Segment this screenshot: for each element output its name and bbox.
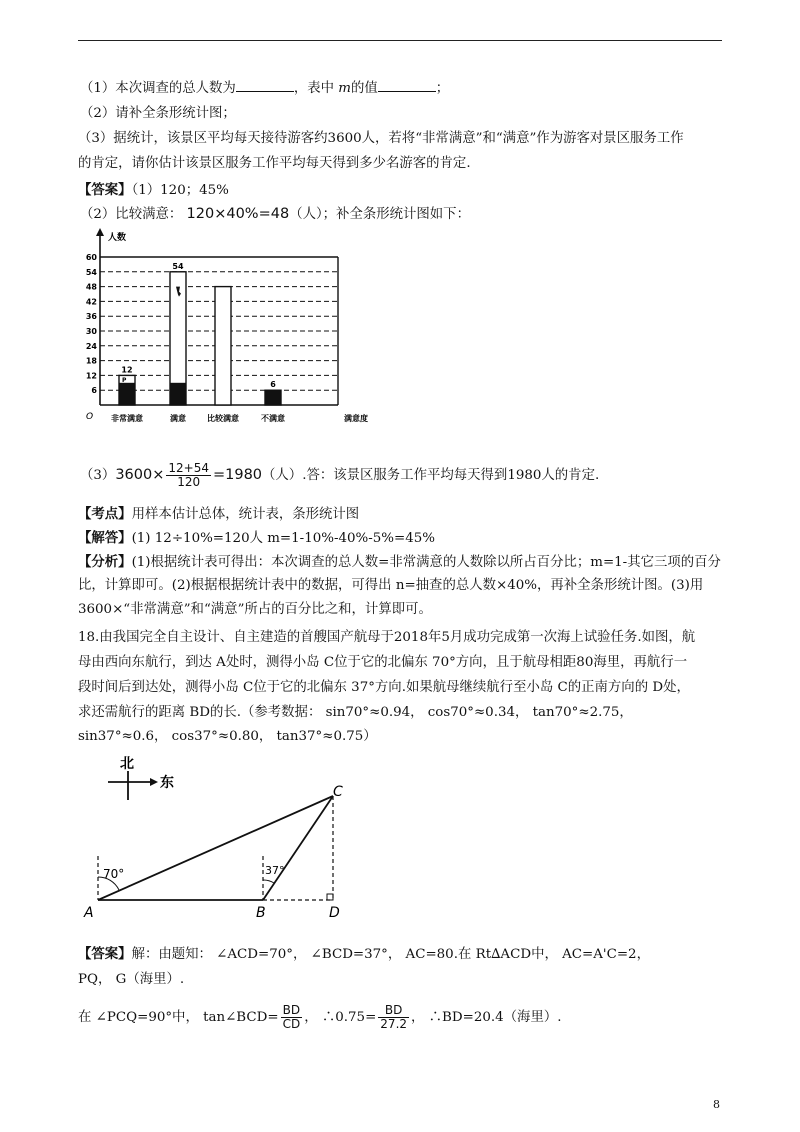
y-tick-label: 42 xyxy=(85,297,97,307)
point-b-label: B xyxy=(256,905,266,921)
q17-part2: （2）请补全条形统计图； xyxy=(80,106,236,121)
q18-answer-1: 【答案】解：由题知： ∠ACD=70°， ∠BCD=37°， AC=80.在 Rt∆ACD中， AC=A'C=2， xyxy=(78,946,650,962)
q17-kaodian: 【考点】用样本估计总体，统计表，条形统计图 xyxy=(78,506,360,522)
q17-fenxi-3: 3600×“非常满意”和“满意”所占的百分比之和，计算即可。 xyxy=(78,602,432,617)
q18-line1: 18.由我国完全自主设计、自主建造的首艘国产航母于2018年5月成功完成第一次海上试验任务.如图，航 xyxy=(78,630,696,645)
y-tick-label: 30 xyxy=(85,327,97,336)
q18-answer-2: PQ， G（海里）. xyxy=(78,972,185,987)
angle-a-label: 70° xyxy=(103,867,125,881)
answer-blank xyxy=(378,78,436,92)
bar-比较满意 xyxy=(215,287,231,405)
triangle-figure xyxy=(78,752,378,927)
origin-label: O xyxy=(86,412,94,422)
y-tick-label: 48 xyxy=(85,282,97,292)
point-a-label: A xyxy=(84,905,94,921)
q17-answer-3: （3）3600× $\frac{12+54}{120}$ =1980（人）.答：该景区服务工作平均每天得到1980人的肯定. xyxy=(80,461,600,489)
page-number: 8 xyxy=(713,1098,720,1111)
right-angle-mark xyxy=(327,894,333,900)
q17-part3-line1: （3）据统计，该景区平均每天接待游客约3600人，若将“非常满意”和“满意”作为游客对景区服务工作 xyxy=(78,131,684,146)
q17-part1: （1）本次调查的总人数为 ，表中 m的值 ； xyxy=(80,78,730,99)
bar-fill-original xyxy=(119,383,135,405)
formula: 120×40%=48 xyxy=(186,206,290,222)
y-axis-label: 人数 xyxy=(108,233,127,243)
angle-b-label: 37° xyxy=(265,864,285,877)
q18-line5: sin37°≈0.6， cos37°≈0.80， tan37°≈0.75） xyxy=(78,729,377,744)
fraction: $\frac{BD}{CD}$ xyxy=(282,1003,301,1031)
x-tick-label: 非常满意 xyxy=(111,414,143,423)
data-label: 6 xyxy=(270,380,276,390)
q18-line3: 段时间后到达处，测得小岛 C位于它的北偏东 37°方向.如果航母继续航行至小岛 C的正南方向的 D处， xyxy=(78,680,690,695)
q18-line2: 母由西向东航行，到达 A处时，测得小岛 C位于它的北偏东 70°方向，且于航母相距80海里，再航行一 xyxy=(78,655,688,670)
fraction: $\frac{BD}{27.2}$ xyxy=(380,1003,408,1031)
bar-fill-original xyxy=(170,383,186,405)
y-tick-label: 6 xyxy=(91,386,97,396)
q17-fenxi-1: 【分析】(1)根据统计表可得出：本次调查的总人数=非常满意的人数除以所占百分比；m=1-其它三项的百分 xyxy=(78,554,721,570)
q17-jieda: 【解答】(1) 12÷10%=120人 m=1-10%-40%-5%=45% xyxy=(78,530,435,546)
x-tick-label: 比较满意 xyxy=(207,414,239,423)
y-tick-label: 12 xyxy=(85,371,97,381)
y-tick-label: 18 xyxy=(85,356,97,366)
inner-label: P xyxy=(122,376,127,384)
q17-part3-line2: 的肯定，请你估计该景区服务工作平均每天得到多少名游客的肯定. xyxy=(78,156,471,171)
point-d-label: D xyxy=(329,905,340,921)
q17-answer-1: 【答案】（1）120；45% xyxy=(78,182,229,198)
x-axis-label: 满意度 xyxy=(344,414,368,423)
header-rule xyxy=(78,40,722,41)
north-label: 北 xyxy=(120,756,134,772)
point-c-label: C xyxy=(333,784,343,800)
y-tick-label: 24 xyxy=(85,341,97,351)
y-axis-arrow-icon xyxy=(96,228,104,236)
east-arrow-icon xyxy=(150,778,158,786)
data-label: 12 xyxy=(121,365,133,375)
angle-arc-b xyxy=(263,880,274,883)
east-label: 东 xyxy=(160,775,174,791)
bar-chart xyxy=(80,226,380,430)
x-tick-label: 不满意 xyxy=(261,414,285,423)
q18-answer-3: 在 ∠PCQ=90°中， tan∠BCD= $\frac{BD}{CD}$ ， ∴0.75= $\frac{BD}{27.2}$ ， ∴BD=20.4（海里）. xyxy=(78,1003,562,1031)
bar-fill-original xyxy=(265,390,281,405)
answer-blank xyxy=(236,78,294,92)
y-tick-label: 54 xyxy=(85,267,97,277)
fraction: $\frac{12+54}{120}$ xyxy=(168,461,209,489)
x-tick-label: 满意 xyxy=(170,414,186,423)
q18-line4: 求还需航行的距离 BD的长.（参考数据： sin70°≈0.94， cos70°≈0.34， tan70°≈2.75， xyxy=(78,705,633,720)
q17-fenxi-2: 比，计算即可。(2)根据根据统计表中的数据，可得出 n=抽查的总人数×40%，再补全条形统计图。(3)用 xyxy=(78,578,704,593)
y-tick-label: 60 xyxy=(85,253,97,262)
data-label: 54 xyxy=(172,261,184,271)
q17-answer-2: （2）比较满意： 120×40%=48（人）；补全条形统计图如下： xyxy=(80,206,470,222)
y-tick-label: 36 xyxy=(85,312,97,322)
